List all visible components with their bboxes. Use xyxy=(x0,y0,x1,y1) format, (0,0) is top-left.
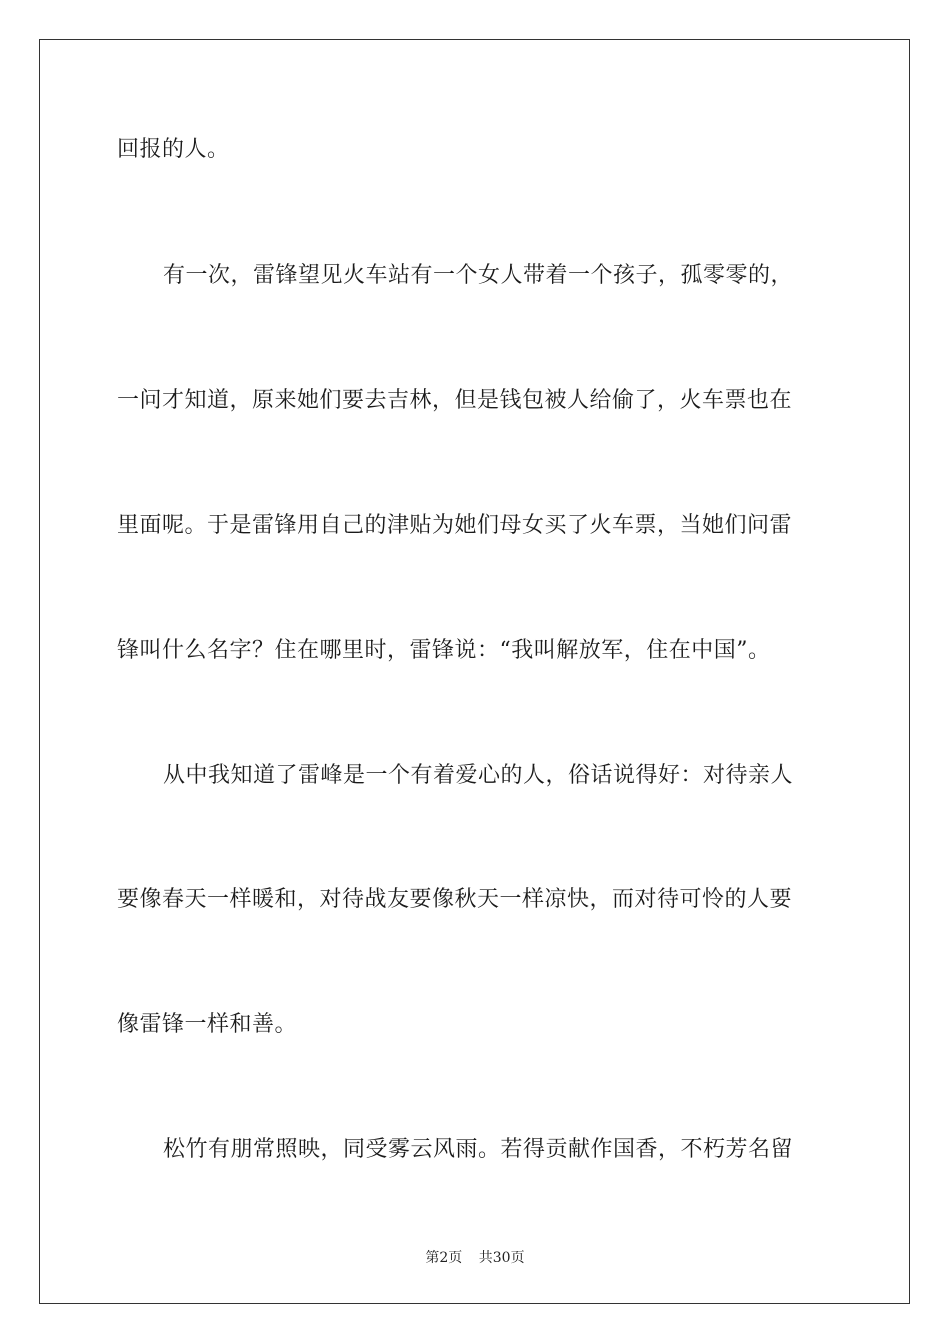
text-line-3: 一问才知道，原来她们要去吉林，但是钱包被人给偷了，火车票也在 xyxy=(117,388,793,413)
page-number: 第2页 xyxy=(425,1250,463,1266)
text-line-2: 有一次，雷锋望见火车站有一个女人带着一个孩子，孤零零的， xyxy=(163,263,794,288)
text-line-7: 要像春天一样暖和，对待战友要像秋天一样凉快，而对待可怜的人要 xyxy=(117,887,793,912)
page-footer xyxy=(0,1248,950,1268)
text-line-9: 松竹有朋常照映，同受雾云风雨。若得贡献作国香，不朽芳名留 xyxy=(163,1137,794,1162)
text-line-8: 像雷锋一样和善。 xyxy=(117,1012,298,1037)
text-line-6: 从中我知道了雷峰是一个有着爱心的人，俗话说得好：对待亲人 xyxy=(163,763,794,788)
page-total: 共30页 xyxy=(478,1250,525,1266)
text-line-4: 里面呢。于是雷锋用自己的津贴为她们母女买了火车票，当她们问雷 xyxy=(117,513,793,538)
page-border xyxy=(39,39,910,1304)
text-line-1: 回报的人。 xyxy=(117,137,230,162)
text-line-5: 锋叫什么名字？住在哪里时，雷锋说：“我叫解放军，住在中国”。 xyxy=(117,638,771,663)
